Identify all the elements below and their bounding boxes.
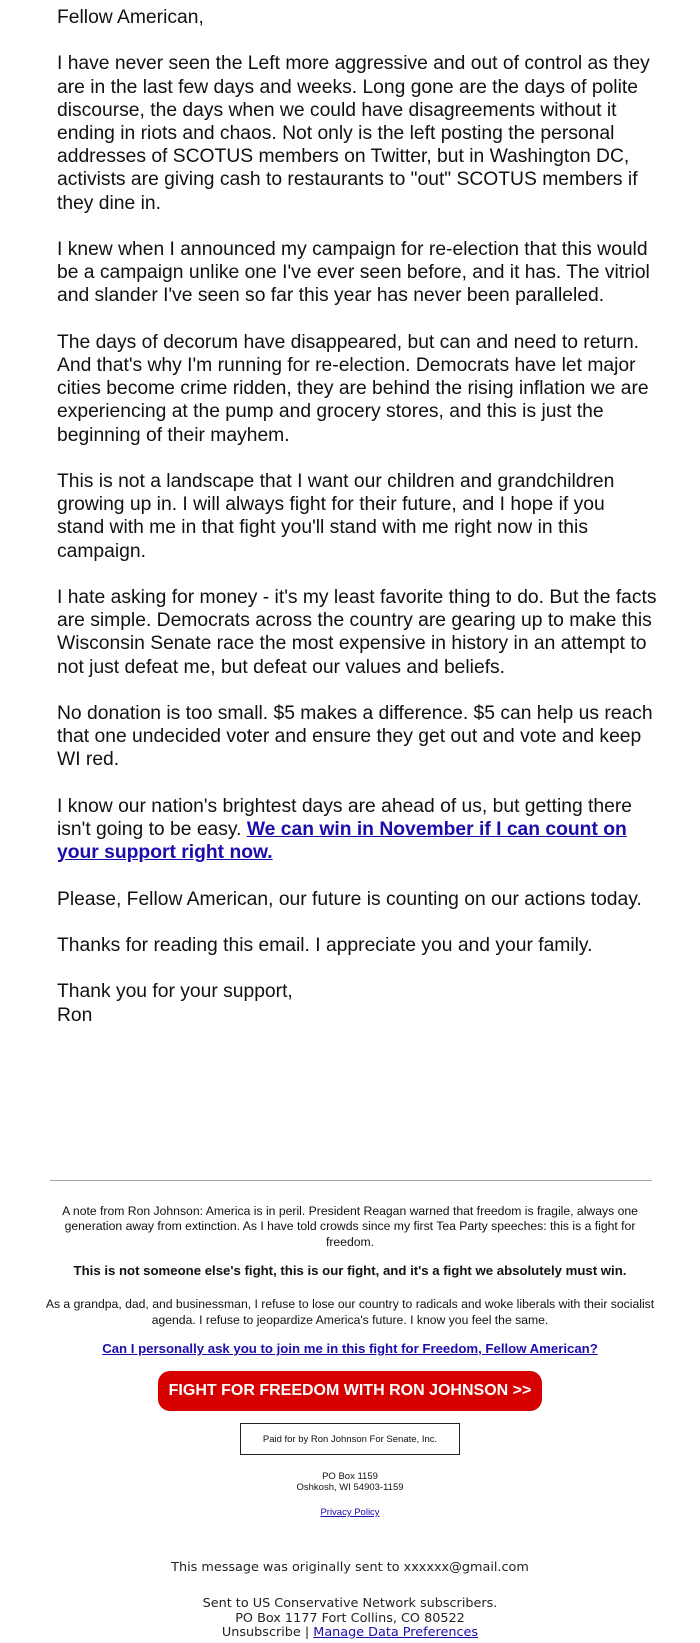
footer-bold-line: This is not someone else's fight, this is our fight, and it's a fight we absolutely must win.	[73, 1263, 627, 1279]
paragraph-9: Thanks for reading this email. I appreciate you and your family.	[57, 934, 593, 956]
paragraph-5: I hate asking for money - it's my least favorite thing to do. But the facts are simple. Democrats across the country are gearing up to make this Wisconsin Senate race the most expensive in history in an attempt to not just defeat me, but defeat our values and beliefs.	[57, 587, 657, 678]
campaign-footer	[0, 1204, 700, 1520]
signature: Ron	[57, 1004, 93, 1026]
sent-to-notice: This message was originally sent to xxxxxx@gmail.com	[171, 1560, 529, 1575]
paid-for-disclaimer: Paid for by Ron Johnson For Senate, Inc.	[240, 1423, 460, 1455]
sent-line: Sent to US Conservative Network subscribers.	[202, 1596, 498, 1611]
greeting: Fellow American,	[57, 7, 204, 28]
manage-data-preferences-link[interactable]: Manage Data Preferences	[313, 1625, 479, 1640]
paragraph-7-text: I know our nation's brightest days are ahead of us, but getting there isn't going to be easy.	[57, 795, 632, 840]
paragraph-2: I knew when I announced my campaign for re-election that this would be a campaign unlike one I've ever seen before, and it has. The vitriol and slander I've seen so far this year has never been paralleled.	[57, 239, 650, 307]
list-info	[0, 1597, 700, 1641]
paragraph-8: Please, Fellow American, our future is counting on our actions today.	[57, 888, 642, 910]
paragraph-1: I have never seen the Left more aggressive and out of control as they are in the last few days and weeks. Long gone are the days of polite discourse, the days when we could have disagreements without it ending in riots and chaos. Not only is the left posting the personal addresses of SCOTUS members on Twitter, but in Washington DC, activists are giving cash to restaurants to "out" SCOTUS members if they dine in.	[57, 53, 650, 214]
privacy-policy-link[interactable]: Privacy Policy	[320, 1507, 380, 1519]
footer-note: A note from Ron Johnson: America is in peril. President Reagan warned that freedom is fragile, always one generation away from extinction. As I have told crowds since my first Tea Party speeches: this is a fight for freedom.	[62, 1204, 638, 1249]
letter-body	[57, 6, 657, 1050]
signoff: Thank you for your support,	[57, 981, 293, 1003]
paragraph-6: No donation is too small. $5 makes a difference. $5 can help us reach that one undecided voter and ensure they get out and vote and keep WI red.	[57, 703, 653, 771]
support-link[interactable]: We can win in November if I can count on your support right now.	[57, 819, 627, 864]
address-line-1: PO Box 1159	[322, 1471, 378, 1483]
list-address: PO Box 1177 Fort Collins, CO 80522	[235, 1610, 465, 1626]
footer-note-2: As a grandpa, dad, and businessman, I refuse to lose our country to radicals and woke liberals with their socialist agenda. I refuse to jeopardize America's future. I know you feel the same.	[45, 1297, 655, 1327]
paragraph-4: This is not a landscape that I want our children and grandchildren growing up in. I will always fight for their future, and I hope if you stand with me in that fight you'll stand with me right now in this campaign.	[57, 471, 615, 562]
paragraph-7	[57, 795, 657, 865]
fight-for-freedom-button[interactable]: FIGHT FOR FREEDOM WITH RON JOHNSON >>	[158, 1371, 542, 1411]
unsubscribe-link[interactable]: Unsubscribe	[221, 1625, 301, 1640]
list-footer	[0, 1560, 700, 1641]
paragraph-3: The days of decorum have disappeared, but can and need to return. And that's why I'm running for re-election. Democrats have let major cities become crime ridden, they are behind the rising inflation we are experiencing at the pump and grocery stores, and this is just the beginning of their mayhem.	[57, 331, 649, 446]
address-line-2: Oshkosh, WI 54903-1159	[296, 1482, 404, 1494]
join-fight-link[interactable]: Can I personally ask you to join me in this fight for Freedom, Fellow American?	[102, 1341, 598, 1357]
link-separator: |	[304, 1625, 310, 1640]
list-links	[0, 1626, 700, 1641]
campaign-address	[0, 1471, 700, 1493]
signoff-block	[57, 980, 657, 1026]
footer-divider	[50, 1180, 652, 1181]
